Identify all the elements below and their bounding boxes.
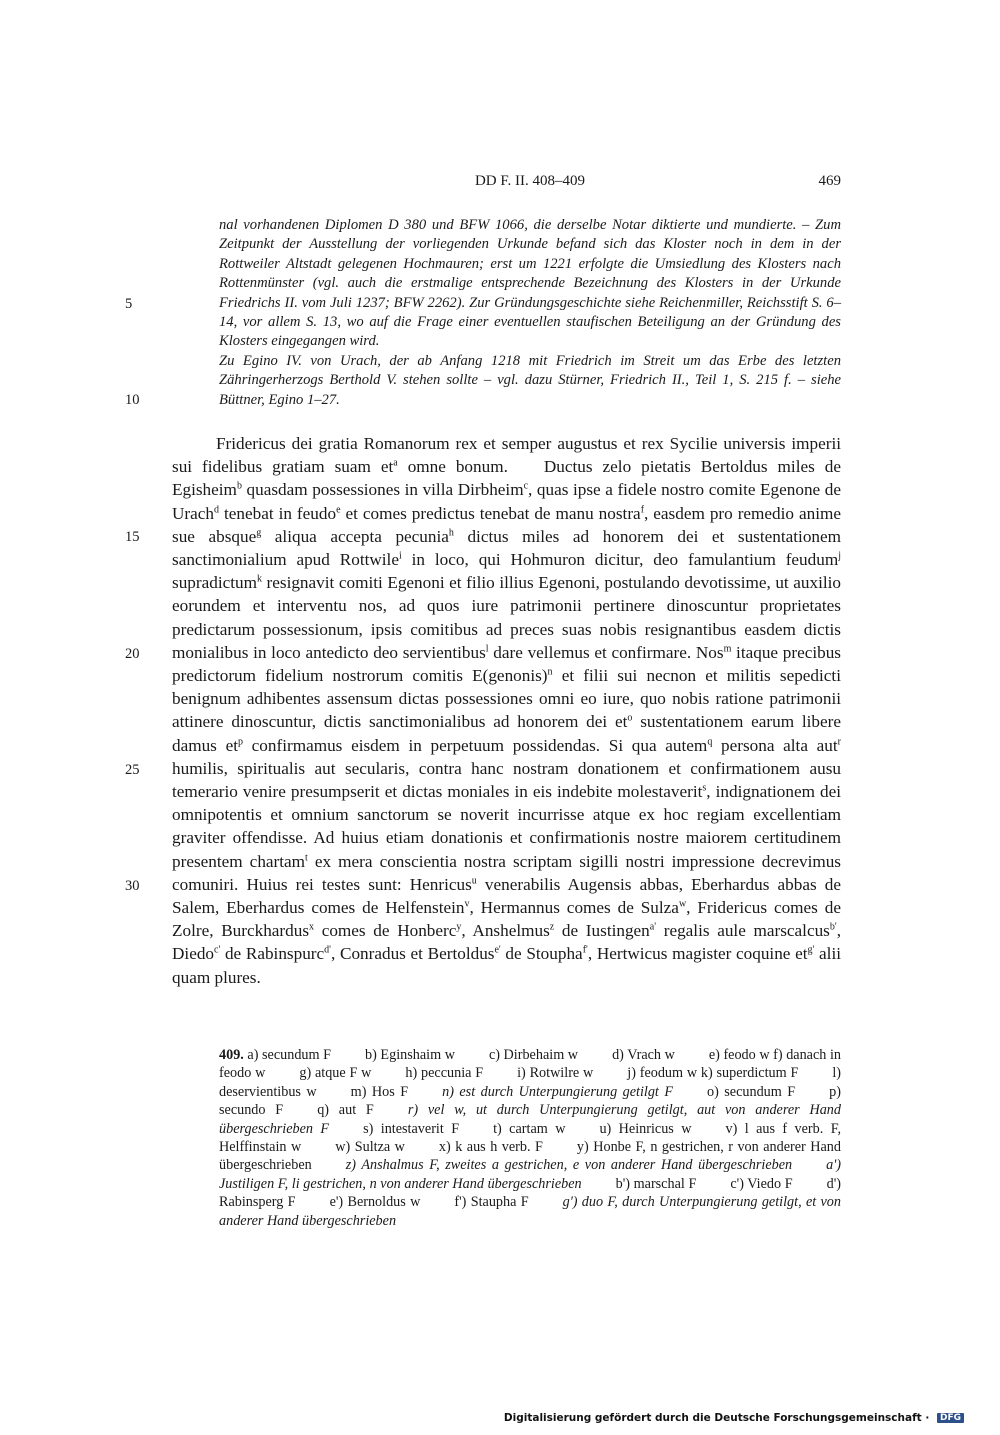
footnote-marker: x: [309, 921, 315, 933]
apparatus-entry: k) superdictum F: [700, 1065, 799, 1082]
apparatus-entry: t) cartam w: [493, 1120, 566, 1137]
footnote-marker: f: [640, 503, 645, 515]
apparatus-entry: b') marschal F: [615, 1175, 697, 1192]
apparatus-entry: q) aut F: [317, 1102, 374, 1119]
footnote-marker: d': [324, 944, 331, 956]
footnote-marker: g: [256, 527, 262, 539]
apparatus-entry: r) vel w, ut durch Unterpungierung getilgt, aut von anderer Hand übergeschrieben F: [219, 1102, 841, 1137]
footnote-marker: i: [398, 550, 402, 562]
apparatus-entry: p) secundo F: [219, 1083, 841, 1119]
apparatus-entry: v) l aus f verb. F, Helffinstain w: [219, 1120, 841, 1156]
commentary-section: [219, 216, 841, 410]
charter-text: [172, 432, 841, 989]
apparatus-entry: w) Sultza w: [335, 1139, 405, 1156]
page-number: 469: [818, 173, 841, 189]
footnote-marker: z: [549, 921, 555, 933]
footnote-marker: q: [707, 735, 713, 747]
credit-text: Digitalisierung gefördert durch die Deutsche Forschungsgemeinschaft: [503, 1412, 922, 1424]
apparatus-entry: s) intestaverit F: [363, 1120, 460, 1137]
apparatus-entry: g') duo F, durch Unterpungierung getilgt, et von anderer Hand übergeschrieben: [219, 1194, 841, 1229]
apparatus-entry: e') Bernoldus w: [329, 1194, 421, 1211]
footnote-marker: f': [582, 944, 588, 956]
footnote-marker: m: [723, 643, 732, 655]
footnote-marker: o: [627, 712, 633, 724]
footnote-marker: p: [237, 735, 243, 747]
footnote-marker: u: [471, 875, 477, 887]
apparatus-entry: h) peccunia F: [405, 1065, 484, 1082]
footnote-marker: h: [448, 527, 454, 539]
apparatus-entry: a) secundum F: [247, 1047, 332, 1063]
footnote-marker: g': [807, 944, 815, 956]
apparatus-entry: d) Vrach w: [612, 1047, 675, 1063]
commentary-paragraph: nal vorhandenen Diplomen D 380 und BFW 1066, die derselbe Notar diktierte und mundierte. – Zum Zeitpunkt der Ausstellung der vorliegenden Urkunde befand sich das Kloster noch in dem in der Rottweiler Altstadt gelegenen Hochmauren; erst um 1221 erfolgte die Umsiedlung des Klosters nach Rottenmünster (vgl. auch die erstmalige entsprechende Bezeichnung des Klosters in der Urkunde Friedrichs II. vom Juli 1237; BFW 2262). Zur Gründungsgeschichte siehe Reichenmiller, Reichsstift S. 6–14, vor allem S. 13, wo auf die Frage einer eventuellen staufischen Beteiligung an der Gründung des Klosters eingegangen wird.: [219, 217, 841, 350]
apparatus-entry: a') Justiligen F, li gestrichen, n von anderer Hand übergeschrieben: [219, 1157, 841, 1192]
apparatus-entry: o) secundum F: [707, 1083, 796, 1100]
commentary-paragraph: Zu Egino IV. von Urach, der ab Anfang 1218 mit Friedrich im Streit um das Erbe des letzten Zähringerherzogs Berthold V. stehen sollte – vgl. dazu Stürner, Friedrich II., Teil 1, S. 215 f. – siehe Büttner, Egino 1–27.: [219, 352, 841, 408]
funding-credit: Digitalisierung gefördert durch die Deutsche Forschungsgemeinschaft · DFG: [504, 1412, 964, 1424]
apparatus-paragraph: [219, 1046, 841, 1230]
apparatus-entry: f) danach in feodo w: [219, 1047, 841, 1082]
footnote-marker: a: [393, 457, 398, 469]
apparatus-entry: d') Rabinsperg F: [219, 1175, 841, 1211]
line-number: 15: [125, 529, 140, 545]
apparatus-entry: l) deservientibus w: [219, 1065, 842, 1100]
footnote-marker: v: [464, 898, 470, 910]
apparatus-entry: f') Staupha F: [454, 1194, 529, 1211]
apparatus-entry: y) Honbe F, n gestrichen, r von anderer Hand übergeschrieben: [219, 1139, 841, 1174]
line-number: 5: [125, 296, 133, 312]
footnote-marker: e': [494, 944, 501, 956]
apparatus-entry: m) Hos F: [350, 1083, 409, 1100]
charter-paragraph: Fridericus dei gratia Romanorum rex et semper augustus et rex Sycilie universis imperii sui fidelibus gratiam suam $et^a$ omne bonum. Ductus zelo pietatis Bertoldus miles de Egisheim$^b$ quasdam possessiones in villa Dirbheim$^c$, quas ipse a fidele nostro comite Egenone de Urach$^d$ tenebat in feudo$^e$ et comes predictus tenebat de manu nostra$^f$, easdem pro remedio anime sue absque$^g$ aliqua accepta pecunia$^h$ dictus miles ad honorem dei et sustentationem sanctimonialium apud Rottwile$^i$ in loco, qui Hohmuron dicitur, deo famulantium feudum$^j$ supradictum$^k$ resignavit comiti Egenoni et filio illius Egenoni, postulando devotissime, ut auxilio eorundem et interventu nos, ad quos iure patrimonii pertinere dinoscuntur proprietates predictarum possessionum, ipsis comitibus ad preces suas nobis resignantibus easdem dictis monialibus in loco antedicto deo servientibus$^l$ dare vellemus et confirmare. Nos$^m$ itaque precibus predictorum fidelium nostrorum comitis E(genonis)$^n$ et filii sui necnon et militis sepedicti benignum adhibentes assensum dictas possessiones omni eo iure, quo nobis ratione patrimonii attinere dinoscuntur, dictis sanctimonialibus ad honorem dei $et^o$ sustentationem earum libere damus $et^p$ confirmamus eisdem in perpetuum possidendas. Si qua autem$^q$ persona alta aut$^r$ humilis, spiritualis aut secularis, contra hanc nostram donationem et confirmationem ausu temerario venire presumpserit et dictas moniales in eis indebite molestaverit$^s$, indignationem dei omnipotentis et omnium sanctorum se noverit incurrisse atque ex hoc regiam excellentiam graviter offendisse. Ad huius etiam donationis et confirmationis nostre maiorem certitudinem presentem chartam$^t$ ex mera conscientia nostra scriptam sigilli nostri impressione decrevimus comuniri. Huius rei testes sunt: Henricus$^u$ venerabilis Augensis abbas, Eberhardus abbas de Salem, Eberhardus comes de Helfenstein$^v$, Hermannus comes de Sulza$^w$, Fridericus comes de Zolre, Burckhardus$^x$ comes de Honberc$^y$, Anshelmus$^z$ de Iustingen$^{a'}$ regalis aule marscalcus$^{b'}$, Diedo$^{c'}$ de Rabinspurc$^{d'}$, Conradus et Bertoldus$^{e'}$ de Stoupha$^{f'}$, Hertwicus magister coquine $et^{g'}$ alii quam plures.: [172, 434, 842, 987]
dfg-logo: DFG: [937, 1413, 964, 1423]
footnote-marker: k: [256, 573, 262, 585]
footnote-marker: j: [838, 550, 841, 562]
footnote-marker: n: [547, 666, 553, 678]
apparatus-entry: u) Heinricus w: [599, 1120, 692, 1137]
line-number: 20: [125, 646, 140, 662]
footnote-marker: e: [336, 503, 341, 515]
page-header: [219, 173, 841, 195]
footnote-marker: r: [837, 735, 841, 747]
apparatus-entry: c') Viedo F: [730, 1175, 793, 1192]
footnote-marker: s: [702, 782, 707, 794]
footnote-marker: a': [649, 921, 657, 933]
footnote-marker: c': [214, 944, 221, 956]
footnote-marker: y: [456, 921, 462, 933]
apparatus-entry: b) Eginshaim w: [365, 1047, 455, 1063]
footnote-marker: b: [236, 480, 242, 492]
apparatus-entry: x) k aus h verb. F: [438, 1139, 543, 1156]
footnote-marker: l: [485, 643, 489, 655]
footnote-marker: t: [305, 851, 308, 863]
line-number: 25: [125, 762, 140, 778]
apparatus-entry: j) feodum w: [627, 1065, 698, 1082]
footnote-marker: b': [829, 921, 837, 933]
footnote-marker: c: [523, 480, 529, 492]
line-number: 30: [125, 878, 140, 894]
apparatus-entry: c) Dirbehaim w: [488, 1047, 579, 1063]
document-number: 409.: [219, 1047, 244, 1063]
footnote-marker: w: [678, 898, 687, 910]
apparatus-entry: e) feodo w: [708, 1047, 770, 1063]
apparatus-entry: z) Anshalmus F, zweites a gestrichen, e von anderer Hand übergeschrieben: [345, 1157, 793, 1174]
apparatus-entry: n) est durch Unterpungierung getilgt F: [442, 1083, 673, 1100]
apparatus-entry: i) Rotwilre w: [517, 1065, 594, 1082]
running-title: DD F. II. 408–409: [474, 173, 586, 189]
line-number: 10: [125, 392, 140, 408]
apparatus-entry: g) atque F w: [299, 1065, 372, 1082]
footnote-marker: d: [214, 503, 219, 515]
critical-apparatus: [219, 1046, 841, 1230]
